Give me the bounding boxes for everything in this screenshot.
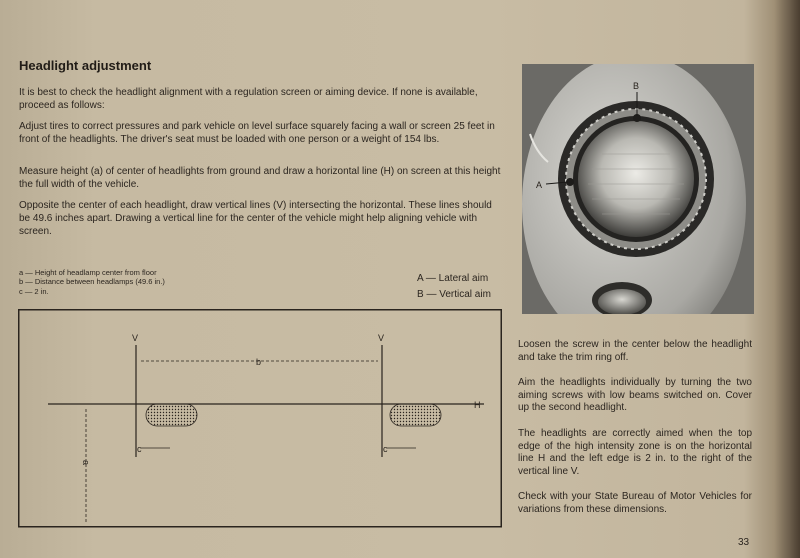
setup-paragraph: Adjust tires to correct pressures and park vehicle on level surface squarely facing a wall or screen 25 feet in front of the headlights. The driver's seat must be loaded with one person or a weight of 154 lbs. [19,121,495,145]
instruction-paragraph: The headlights are correctly aimed when the top edge of the high intensity zone is on the horizontal line H and the left edge is 2 in. to the right of the vertical line V. [518,428,752,477]
measure-paragraph: Measure height (a) of center of headlights from ground and draw a horizontal line (H) on screen at this height the full width of the vehicle. [19,166,501,190]
intro-paragraph: It is best to check the headlight alignment with a regulation screen or aiming device. If none is available, proceed as follows: [19,87,478,111]
legend-item-lateral: A — Lateral aim [417,273,489,284]
instruction-paragraph: Loosen the screw in the center below the headlight and take the trim ring off. [518,339,752,363]
vertical-lines-paragraph: Opposite the center of each headlight, draw vertical lines (V) intersecting the horizontal. These lines should be 49.6 inches apart. Drawing a vertical line for the center of the vehicle might help aligning vehicle with screen. [19,200,492,237]
diagram-label-c-right: c [383,444,388,454]
legend-item: c — 2 in. [19,286,49,296]
light-zone-right [390,404,441,426]
section-title: Headlight adjustment [19,58,152,73]
diagram-label-a: a [81,460,91,466]
headlight-photo [522,64,754,314]
diagram-legend [19,268,165,296]
aiming-screen-diagram [18,309,502,529]
light-zone-left [146,404,197,426]
legend-item: a — Height of headlamp center from floor [19,268,157,277]
legend-item-vertical: B — Vertical aim [417,289,491,300]
page-fold-shadow [774,0,800,558]
instruction-paragraph: Check with your State Bureau of Motor Vehicles for variations from these dimensions. [518,491,752,515]
headlight-lens [578,121,694,237]
photo-label-a: A [536,180,543,190]
legend-item: b — Distance between headlamps (49.6 in.) [19,277,165,287]
diagram-label-c-left: c [137,444,142,454]
diagram-label-v-right: V [378,333,385,343]
photo-legend [417,271,491,303]
diagram-label-h: H [474,400,481,410]
instruction-paragraph: Aim the headlights individually by turning the two aiming screws with low beams switched on. Cover up the second headlight. [518,377,752,414]
diagram-label-b: b [256,357,262,367]
diagram-label-v-left: V [132,333,139,343]
photo-label-b: B [633,81,640,91]
page-number: 33 [738,537,750,548]
